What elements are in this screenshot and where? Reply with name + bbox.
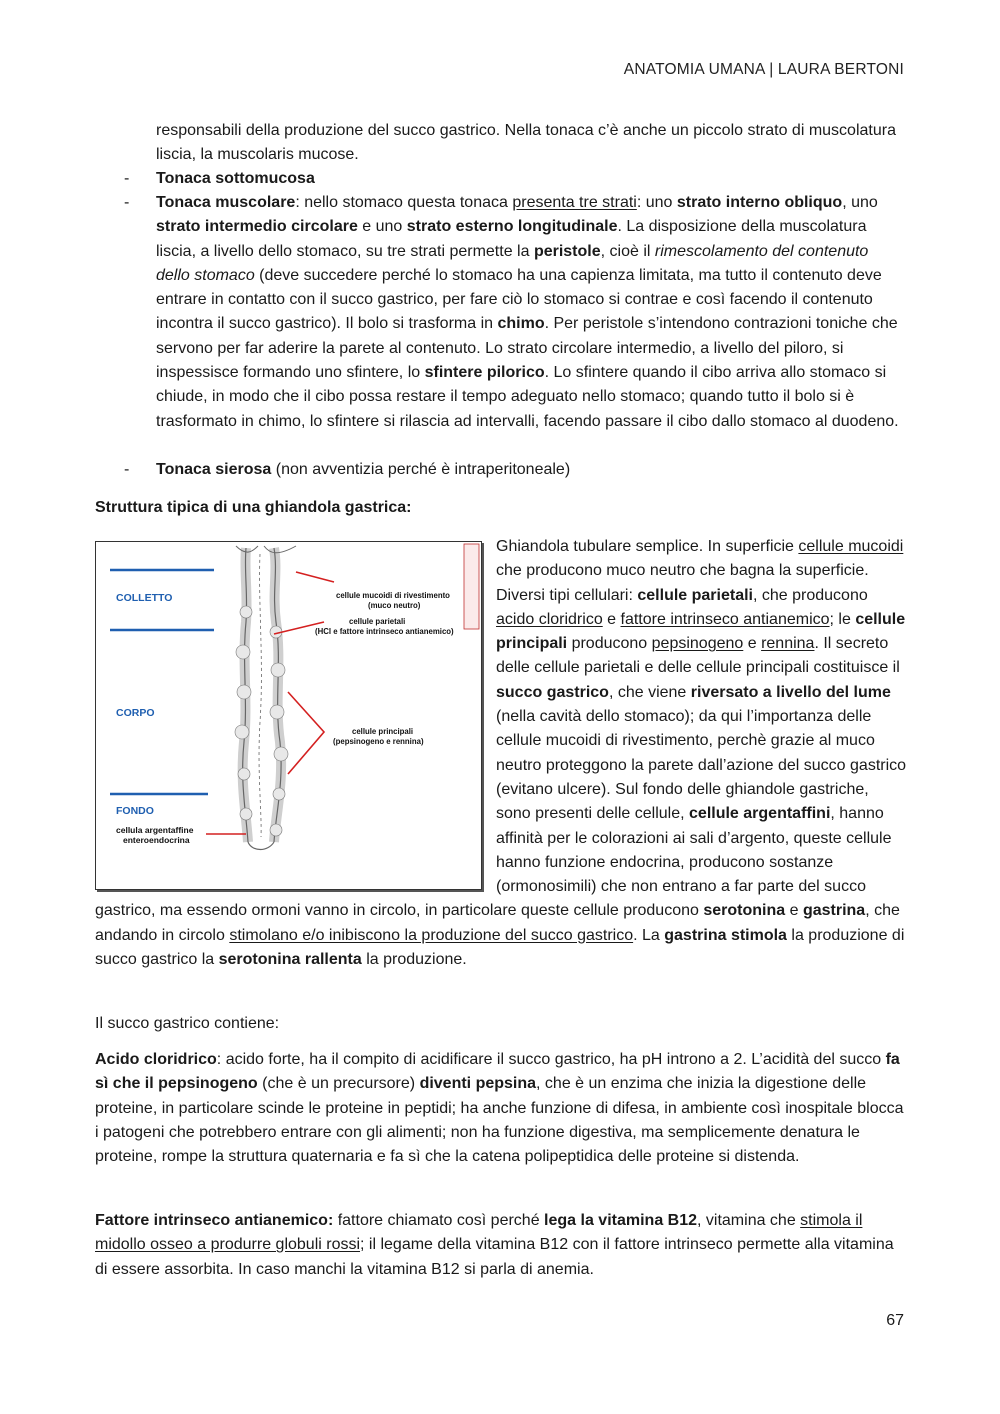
text-run: presenta tre strati	[512, 194, 637, 211]
text-run: acido cloridrico	[496, 610, 603, 628]
fondo-sublabel-2: enteroendocrina	[123, 835, 190, 845]
contains-heading: Il succo gastrico contiene:	[95, 1015, 280, 1032]
page-header: ANATOMIA UMANA | LAURA BERTONI	[623, 61, 904, 78]
text-run: , che producono	[752, 586, 868, 604]
text-run: . Il secreto delle cellule parietali e delle cellule principali costituisce il	[496, 635, 900, 677]
text-run: serotonina rallenta	[218, 951, 362, 969]
bullet-dash: -	[124, 170, 130, 187]
text-run: Acido cloridrico	[95, 1051, 217, 1068]
label-principali-sub: (pepsinogeno e rennina)	[333, 737, 424, 746]
text-run: strato esterno longitudinale	[406, 218, 618, 236]
text-run: gastrina stimola	[664, 926, 787, 944]
section-title-text: Struttura tipica di una ghiandola gastrica:	[95, 499, 412, 516]
bullet-text	[156, 191, 906, 434]
text-run: stimolano e/o inibiscono la produzione del succo gastrico	[229, 926, 634, 944]
text-run: ; le	[829, 610, 856, 628]
text-run: (che è un precursore)	[257, 1075, 420, 1093]
gland-section	[95, 535, 907, 972]
page-number: 67	[886, 1312, 904, 1329]
text-run: succo gastrico	[496, 683, 609, 701]
text-run: peristole	[533, 242, 601, 260]
label-mucoidi-sub: (muco neutro)	[368, 601, 421, 610]
text-run: e	[743, 635, 762, 653]
label-parietali: cellule parietali	[349, 617, 406, 626]
text-run: , uno	[842, 194, 878, 211]
text-run: Tonaca sierosa	[156, 461, 272, 478]
text-run: . Lo sfintere quando il cibo arriva allo stomaco si chiude, in modo che il cibo possa restare il tempo adeguato nello stomaco; quando tutto il bolo si è trasformato in chimo, lo sfintere si rilascia ad intervalli, facendo passare il cibo dallo stomaco al duodeno.	[156, 364, 899, 430]
text-run: serotonina	[703, 902, 786, 920]
text-run: riversato a livello del lume	[690, 683, 891, 701]
text-run: cellule argentaffini	[689, 805, 831, 823]
text-run: producono	[567, 635, 652, 653]
text-run: sfintere pilorico	[424, 364, 545, 382]
text-run: , che andando in circolo	[95, 902, 900, 944]
bullet-text	[156, 458, 906, 482]
text-run: fa sì che il pepsinogeno	[95, 1051, 900, 1093]
text-run: . Per peristole s’intendono contrazioni toniche che servono per far aderire la parete al contenuto. Lo strato circolare intermedio, a livello del piloro, si inspessisce formando uno sfintere, lo	[156, 315, 898, 382]
text-run: strato intermedio circolare	[156, 218, 358, 236]
text-run: Tonaca muscolare	[156, 194, 296, 211]
text-run: rimescolamento del contenuto dello stomaco	[156, 242, 869, 284]
text-run: Ghiandola tubulare semplice. In superficie	[496, 538, 799, 555]
label-mucoidi: cellule mucoidi di rivestimento	[336, 591, 450, 600]
fondo-sublabel-1: cellula argentaffine	[116, 825, 194, 835]
text-run: fattore intrinseco antianemico	[620, 610, 830, 628]
text-run: cellule principali	[496, 610, 906, 653]
text-run: , cioè il	[600, 242, 655, 260]
text-run: e uno	[357, 218, 407, 236]
gland-illustration	[96, 542, 481, 889]
text-run: responsabili della produzione del succo gastrico. Nella tonaca c’è anche un piccolo strato di muscolatura liscia, la muscolaris mucose.	[156, 122, 896, 164]
text-run: cellule mucoidi	[798, 538, 904, 555]
mucosa-inset	[464, 544, 479, 629]
gastric-gland-figure	[95, 541, 482, 890]
text-run: . La	[633, 926, 665, 944]
text-run: Tonaca sottomucosa	[156, 170, 315, 187]
text-run: strato interno obliquo	[676, 194, 843, 211]
text-run: che producono muco neutro che bagna la superficie. Diversi tipi cellulari:	[496, 562, 869, 604]
text-run: Fattore intrinseco antianemico:	[95, 1212, 334, 1229]
bullet-text	[156, 167, 906, 191]
text-run: , vitamina che	[697, 1212, 801, 1229]
label-parietali-sub: (HCl e fattore intrinseco antianemico)	[315, 627, 454, 636]
bullet-dash: -	[124, 194, 130, 211]
text-run: : uno	[636, 194, 677, 211]
text-run: (deve succedere perché lo stomaco ha una capienza limitata, ma tutto il contenuto deve entrare in contatto con il succo gastrico, per fare ciò lo stomaco si contrae e così facendo il contenuto incontra il succo gastrico). Il bolo si trasforma in	[156, 266, 882, 333]
text-run: : acido forte, ha il compito di acidificare il succo gastrico, ha pH introno a 2. L’acidità del succo	[216, 1051, 886, 1068]
text-run: gastrina	[802, 902, 866, 920]
text-run: ; il legame della vitamina B12 con il fattore intrinseco permette alla vitamina di essere assorbita. In caso manchi la vitamina B12 si parla di anemia.	[95, 1236, 894, 1278]
text-run: cellule parietali	[637, 586, 753, 604]
region-label-corpo: CORPO	[116, 707, 155, 719]
text-run: . La disposizione della muscolatura liscia, a livello dello stomaco, su tre strati permette la	[156, 218, 867, 260]
text-run: (nella cavità dello stomaco); da qui l’importanza delle cellule mucoidi di rivestimento, perchè grazie al muco neutro proteggono la parete dall’azione del succo gastrico (evitano ulcere). Sul fondo delle ghiandole gastriche, sono presenti delle cellule,	[496, 708, 907, 823]
section-title	[95, 496, 907, 520]
text-run: stimola il midollo osseo a produrre globuli rossi	[95, 1212, 863, 1254]
text-run: fattore chiamato così perché	[333, 1212, 545, 1229]
text-run: e	[785, 902, 803, 920]
text-run: diventi pepsina	[419, 1075, 537, 1093]
bullet-dash: -	[124, 461, 130, 478]
continued-paragraph	[156, 119, 906, 168]
text-run: la produzione.	[361, 951, 467, 969]
text-run: , che è un enzima che inizia la digestione delle proteine, in particolare scinde le proteine in peptidi; ha anche funzione di difesa, in ambiente così inospitale blocca i patogeni che potrebbero entrare con gli alimenti; non ha funzione digestiva, ma semplicemente denatura le proteine, rompe la struttura quaternaria e fa sì che la catena polipeptidica delle proteine si distenda.	[95, 1075, 904, 1166]
label-principali: cellule principali	[352, 727, 414, 736]
text-run: , hanno affinità per le colorazioni ai sali d’argento, queste cellule hanno funzione endocrina, producono sostanze (ormonosimili) che non entrano a far parte del succo gastrico, ma essendo ormoni vanno in circolo, in particolare queste cellule producono	[95, 805, 892, 920]
region-label-colletto: COLLETTO	[116, 592, 173, 604]
text-run: , che viene	[608, 683, 691, 701]
text-run: : nello stomaco questa tonaca	[295, 194, 513, 211]
leader-lines	[206, 572, 334, 834]
factor-paragraph	[95, 1209, 907, 1282]
region-label-fondo: FONDO	[116, 805, 154, 817]
text-run: chimo	[497, 315, 545, 333]
text-run: la produzione di succo gastrico la	[95, 926, 905, 969]
text-run: (non avventizia perché è intraperitoneale)	[271, 461, 571, 478]
text-run: rennina	[761, 635, 815, 653]
text-run: e	[602, 610, 621, 628]
text-run: pepsinogeno	[651, 635, 744, 653]
text-run: lega la vitamina B12	[544, 1212, 698, 1229]
acid-paragraph	[95, 1048, 907, 1169]
